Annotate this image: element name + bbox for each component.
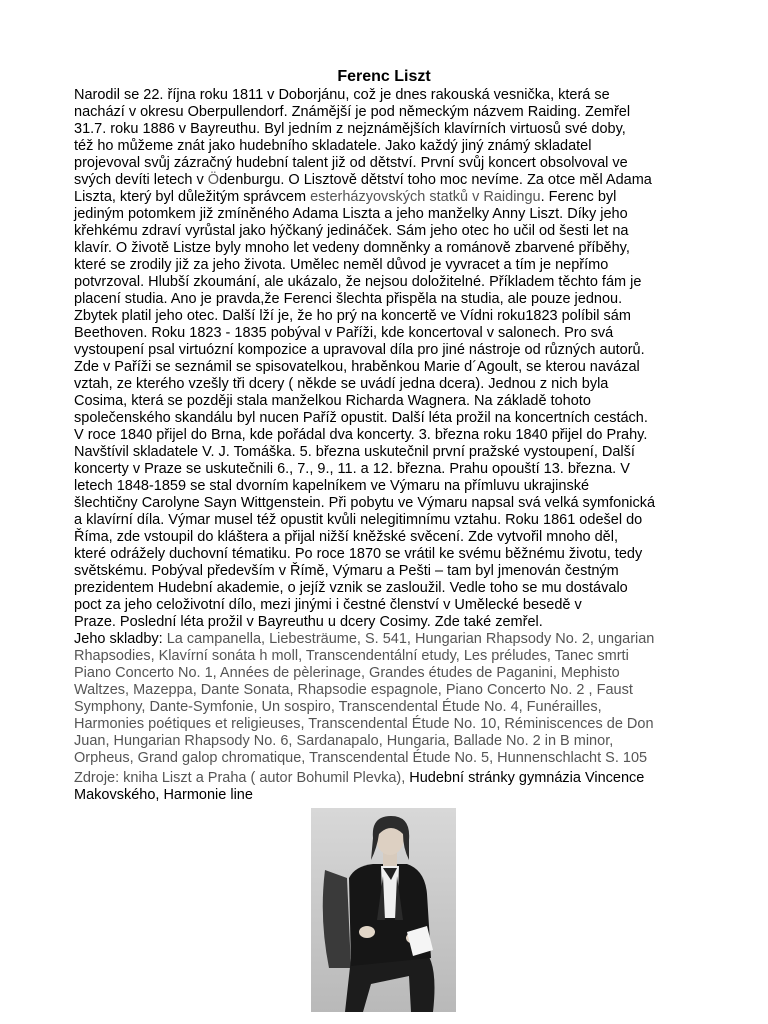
text-segment: . Ferenc byl [540, 189, 617, 205]
text-segment: Hudební stránky gymnázia Vincence [409, 770, 645, 786]
sources-text [74, 770, 694, 804]
text-segment: letech 1848-1859 se stal dvorním kapelníkem ve Výmaru na přímluvu ukrajinské [74, 478, 590, 494]
text-segment: Liszta, který byl důležitým správcem [74, 189, 311, 205]
text-line [74, 495, 694, 512]
text-line [74, 104, 694, 121]
text-line [74, 410, 694, 427]
text-segment: Juan, Hungarian Rhapsody No. 6, Sardanapalo, Hungaria, Ballade No. 2 in B minor, [74, 733, 614, 749]
text-line [74, 308, 694, 325]
text-segment: 31.7. roku 1886 v Bayreuthu. Byl jedním z nejznámějších klavírních virtuosů své doby, [74, 121, 626, 137]
text-line [74, 274, 694, 291]
text-segment: šlechtičny Carolyne Sayn Wittgenstein. Při pobytu ve Výmaru napsal svá velká symfonická [74, 495, 656, 511]
text-line [74, 614, 694, 631]
text-line [74, 478, 694, 495]
text-segment: vztah, ze kterého vzešly tři dcery ( někde se uvádí jedna dcera). Jednou z nich byla [74, 376, 609, 392]
text-line [74, 155, 694, 172]
text-line [74, 291, 694, 308]
text-segment: Navštívil skladatele V. J. Tomáška. 5. března uskutečnil první pražské vystoupení, Další [74, 444, 635, 460]
text-segment: esterházyovských statků v Raidingu [310, 189, 541, 205]
text-segment: světskému. Pobýval především v Římě, Výmaru a Pešti – tam byl jmenován čestným [74, 563, 619, 579]
text-segment: též ho můžeme znát jako hudebního skladatele. Jako každý jiný známý skladatel [74, 138, 592, 154]
text-line [74, 529, 694, 546]
text-segment: Symphony, Dante-Symfonie, Un sospiro, Transcendental Étude No. 4, Funérailles, [74, 699, 602, 715]
text-segment: koncerty v Praze se uskutečnili 6., 7., 9., 11. a 12. března. Prahu opouští 13. března. V [74, 461, 630, 477]
text-segment: Harmonies poétiques et religieuses, Transcendental Étude No. 10, Réminiscences de Don [74, 716, 654, 732]
text-segment: prezidentem Hudební akademie, o jejíž vznik se zasloužil. Vedle toho se mu dostávalo [74, 580, 628, 596]
text-line [74, 444, 694, 461]
text-line [74, 597, 694, 614]
page-title: Ferenc Liszt [337, 68, 431, 85]
text-segment: svých devíti letech v [74, 172, 208, 188]
text-segment: společenského skandálu byl nucen Paříž opustit. Další léta prožil na koncertních cestách. [74, 410, 648, 426]
text-line [74, 376, 694, 393]
text-line [74, 682, 694, 699]
text-line [74, 189, 694, 206]
text-line [74, 206, 694, 223]
text-line [74, 325, 694, 342]
text-line [74, 665, 694, 682]
text-line [74, 393, 694, 410]
text-line [74, 427, 694, 444]
text-line [74, 223, 694, 240]
text-segment: La campanella, Liebesträume, S. 541, Hungarian Rhapsody No. 2, ungarian [166, 631, 655, 647]
text-segment: Rhapsodies, Klavírní sonáta h moll, Transcendentální etudy, Les préludes, Tanec smrti [74, 648, 629, 664]
text-segment: potvrzoval. Hlubší zkoumání, ale ukázalo, že nejsou doložitelné. Příkladem těchto fám je [74, 274, 642, 290]
text-segment: Ö [207, 172, 220, 188]
text-line [74, 770, 694, 787]
text-segment: projevoval svůj zázračný hudební talent již od dětství. První svůj koncert obsolvoval ve [74, 155, 628, 171]
text-line [74, 359, 694, 376]
text-segment: křehkému zdraví vyrůstal jako hýčkaný jedináček. Sám jeho otec ho učil od šesti let na [74, 223, 629, 239]
text-line [74, 648, 694, 665]
text-segment: jediným potomkem již zmíněného Adama Liszta a jeho manželky Anny Liszt. Díky jeho [74, 206, 628, 222]
text-line [74, 172, 694, 189]
text-line [74, 257, 694, 274]
text-line [74, 138, 694, 155]
text-line [74, 631, 694, 648]
text-segment: Zdroje: kniha Liszt a Praha ( autor Bohumil Plevka), [74, 770, 410, 786]
text-segment: vystoupení psal virtuózní kompozice a upravoval díla pro jiné nástroje od různých autorů. [74, 342, 645, 358]
text-segment: denburgu. O Lisztově dětství toho moc nevíme. Za otce měl Adama [219, 172, 652, 188]
text-line [74, 461, 694, 478]
text-line [74, 750, 694, 767]
text-segment: Zbytek platil jeho otec. Další lží je, že ho prý na koncertě ve Vídni roku1823 políbil sám [74, 308, 631, 324]
text-line [74, 699, 694, 716]
text-segment: a klavírní díla. Výmar musel též opustit kvůli nelegitimnímu vztahu. Roku 1861 odešel do [74, 512, 643, 528]
text-segment: nachází v okresu Oberpullendorf. Známější je pod německým názvem Raiding. Zemřel [74, 104, 631, 120]
text-segment: Praze. Poslední léta prožil v Bayreuthu u dcery Cosimy. Zde také zemřel. [74, 614, 543, 630]
text-segment: Cosima, která se později stala manželkou Richarda Wagnera. Na základě tohoto [74, 393, 591, 409]
text-segment: které odrážely duchovní tématiku. Po roce 1870 se vrátil ke svému běžnému životu, tedy [74, 546, 643, 562]
text-segment: Makovského, Harmonie line [74, 787, 253, 803]
portrait-photo [311, 808, 456, 1012]
text-line [74, 87, 694, 104]
text-line [74, 342, 694, 359]
text-segment: které se zrodily již za jeho života. Umělec neměl důvod je vyvracet a tím je nepřímo [74, 257, 609, 273]
text-segment: klavír. O životě Listze byly mnoho let vedeny domněnky a románově zbarvené příběhy, [74, 240, 630, 256]
text-line [74, 787, 694, 804]
text-line [74, 546, 694, 563]
text-line [74, 121, 694, 138]
text-line [74, 733, 694, 750]
portrait-illustration [311, 808, 456, 1012]
text-segment: Piano Concerto No. 1, Années de pèlerinage, Grandes études de Paganini, Mephisto [74, 665, 620, 681]
text-segment: placení studia. Ano je pravda,že Ferenci šlechta přispěla na studia, ale pouze jednou. [74, 291, 623, 307]
text-segment: Říma, zde vstoupil do kláštera a přijal nižší kněžské svěcení. Zde vytvořil mnoho děl, [74, 529, 618, 545]
text-line [74, 716, 694, 733]
text-segment: Jeho skladby: [74, 631, 167, 647]
text-segment: Beethoven. Roku 1823 - 1835 pobýval v Paříži, kde koncertoval v salonech. Pro svá [74, 325, 614, 341]
text-line [74, 512, 694, 529]
text-line [74, 240, 694, 257]
text-segment: Zde v Paříži se seznámil se spisovatelkou, hraběnkou Marie d´Agoult, se kterou navázal [74, 359, 640, 375]
text-segment: V roce 1840 přijel do Brna, kde pořádal dva koncerty. 3. března roku 1840 přijel do Prahy. [74, 427, 648, 443]
text-segment: Orpheus, Grand galop chromatique, Transcendental Étude No. 5, Hunnenschlacht S. 105 [74, 750, 648, 766]
text-line [74, 580, 694, 597]
text-segment: poct za jeho celoživotní dílo, mezi jinými i čestné členství v Umělecké besedě v [74, 597, 582, 613]
text-segment: Waltzes, Mazeppa, Dante Sonata, Rhapsodie espagnole, Piano Concerto No. 2 , Faust [74, 682, 633, 698]
biography-text [74, 87, 694, 767]
text-line [74, 563, 694, 580]
text-segment: Narodil se 22. října roku 1811 v Doborjánu, což je dnes rakouská vesnička, která se [74, 87, 610, 103]
